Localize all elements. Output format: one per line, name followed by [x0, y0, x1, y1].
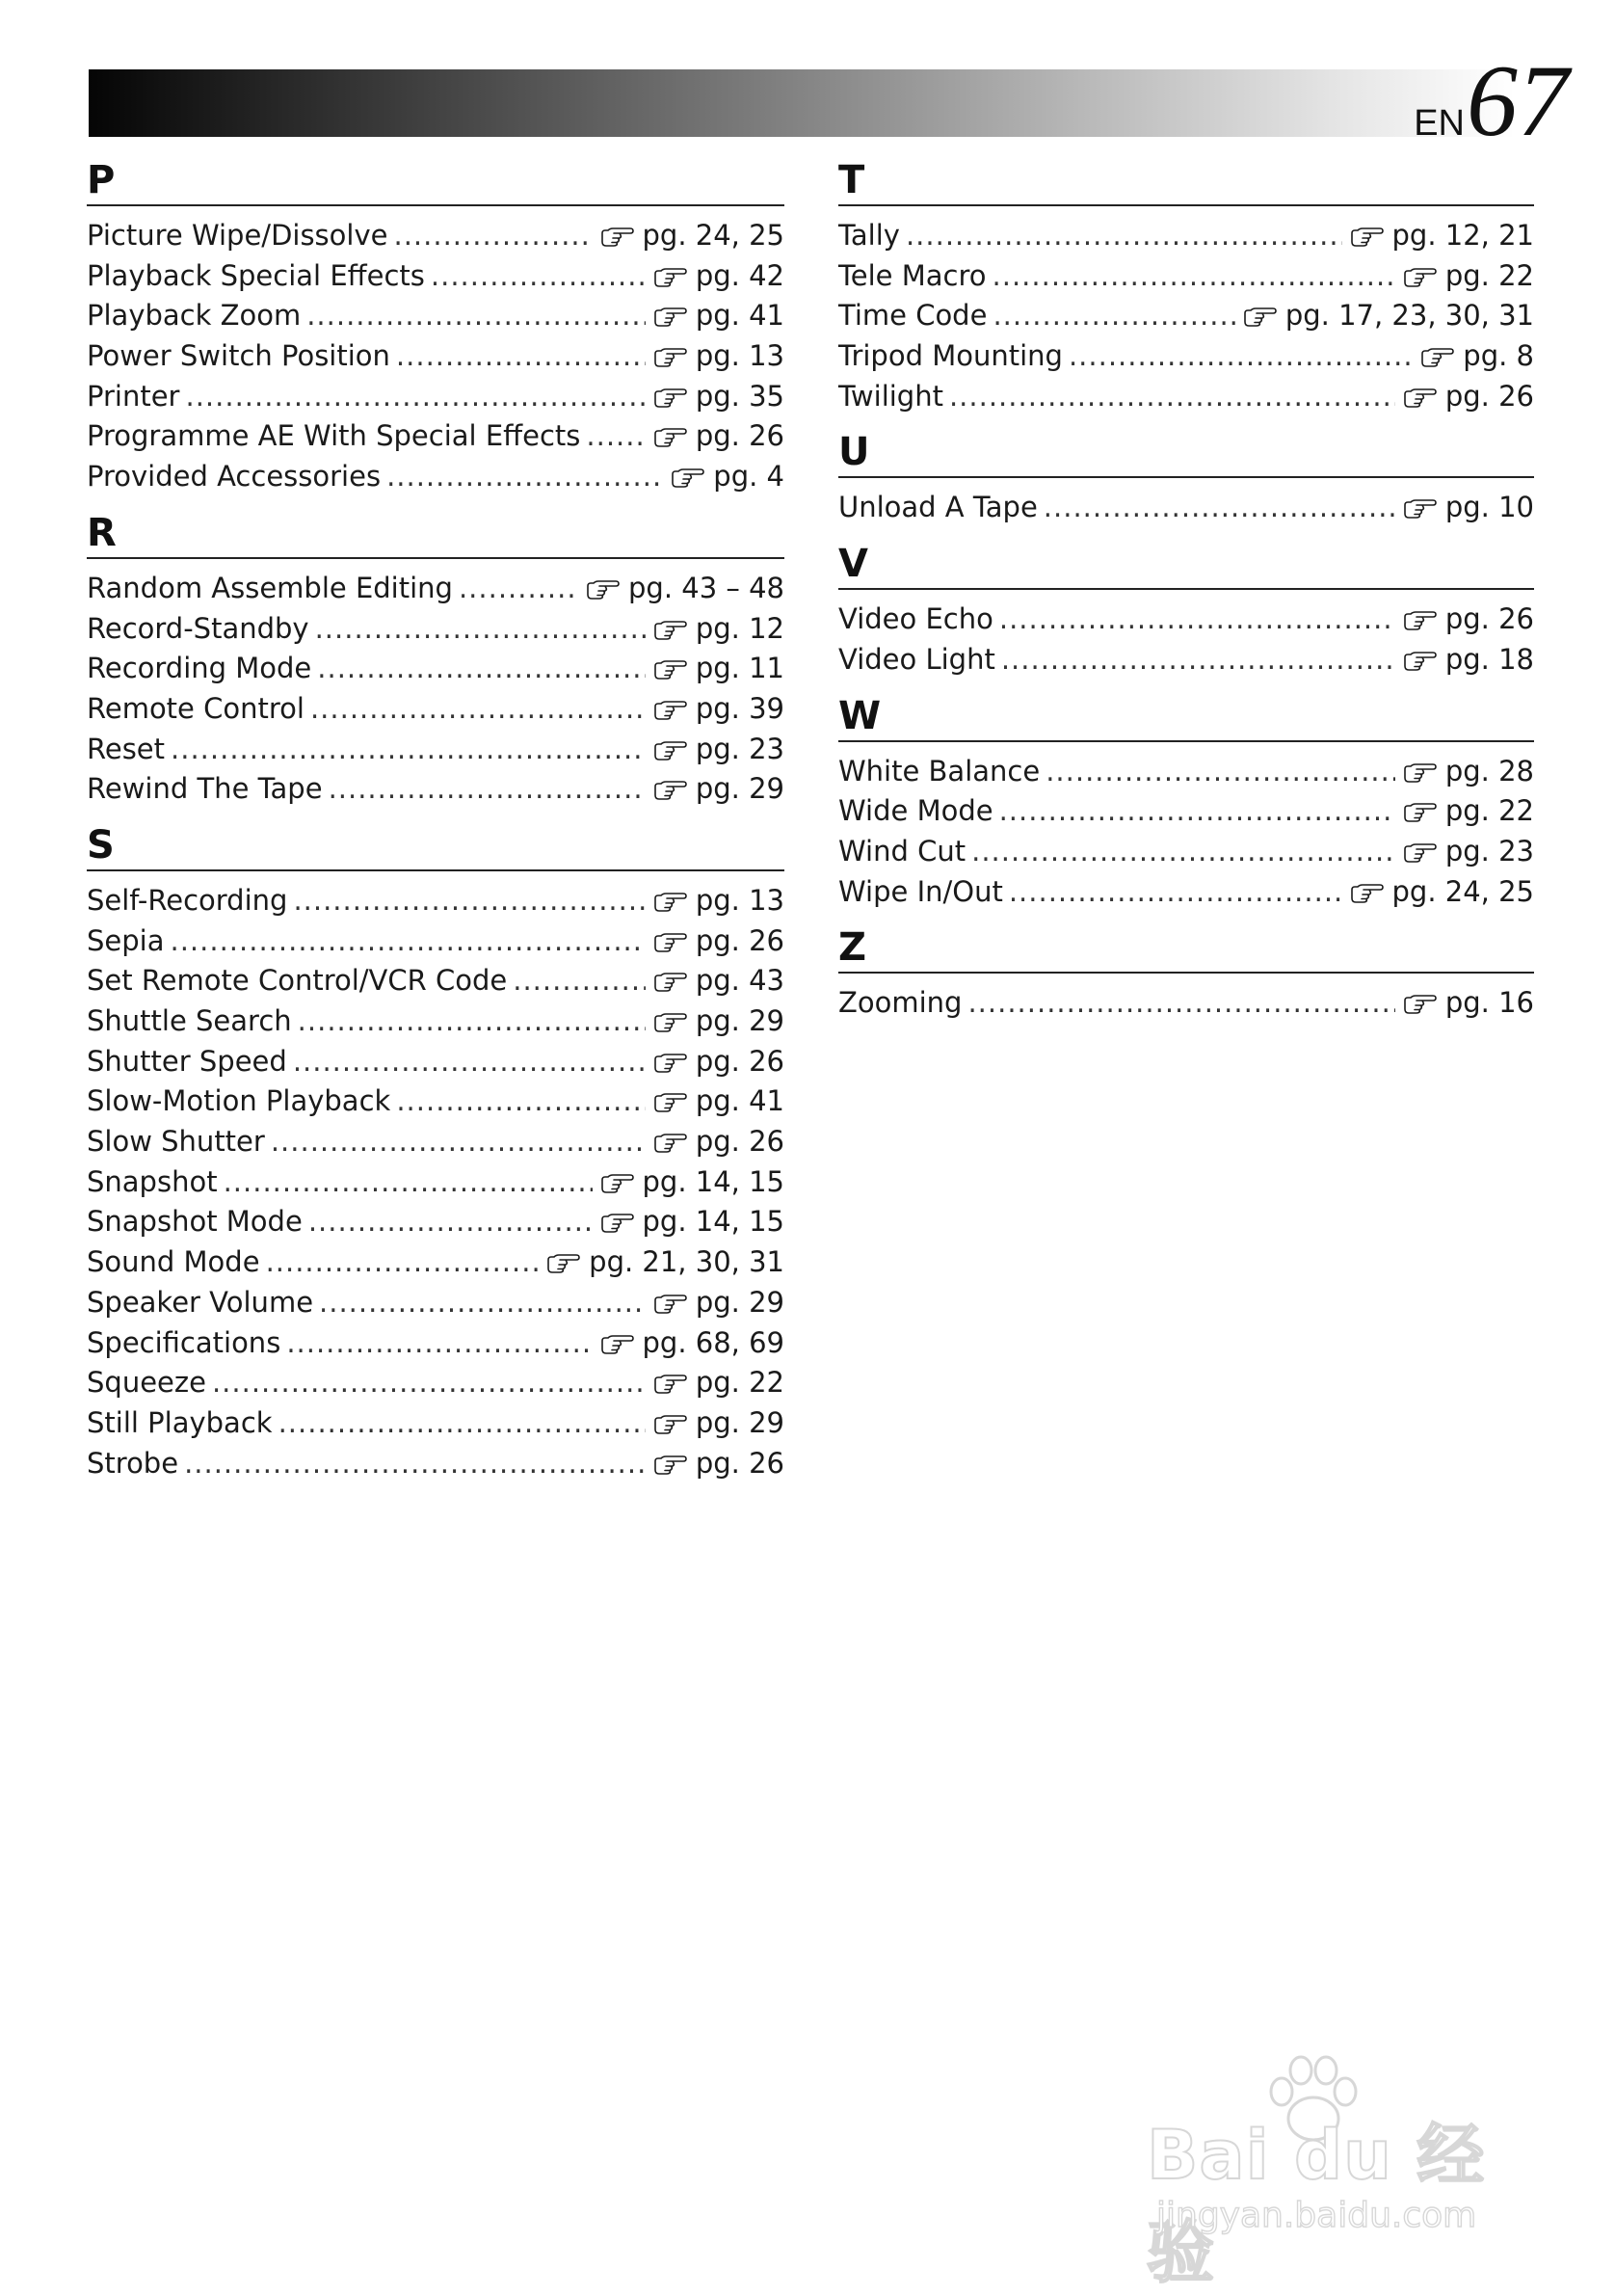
pointing-hand-icon — [1403, 650, 1438, 671]
entry-page-text: pg. 42 — [695, 258, 784, 292]
pointing-hand-icon — [1403, 497, 1438, 519]
pointing-hand-icon — [653, 1052, 688, 1073]
page-language: EN — [1414, 103, 1465, 144]
entry-term: Wide Mode — [838, 794, 993, 828]
index-entry — [87, 216, 784, 256]
entry-page-ref — [1403, 256, 1534, 297]
index-entry — [838, 216, 1534, 256]
watermark-brand: Bai du 经验 — [1147, 2116, 1486, 2292]
index-entry — [87, 256, 784, 297]
index-entry — [87, 1403, 784, 1444]
entry-page-text: pg. 26 — [1444, 379, 1534, 413]
entry-page-text: pg. 24, 25 — [1391, 874, 1534, 908]
index-entry — [87, 689, 784, 730]
dot-leader — [308, 1202, 593, 1242]
entry-term: Wind Cut — [838, 834, 966, 868]
entry-page-text: pg. 21, 30, 31 — [589, 1245, 784, 1279]
entry-term: Strobe — [87, 1446, 179, 1480]
pointing-hand-icon — [586, 578, 621, 600]
index-entry-list — [87, 569, 784, 810]
pointing-hand-icon — [653, 739, 688, 761]
entry-term: Playback Zoom — [87, 299, 302, 333]
dot-leader — [1001, 640, 1395, 681]
index-entry — [838, 600, 1534, 640]
dot-leader — [310, 689, 646, 730]
pointing-hand-icon — [1350, 226, 1385, 247]
entry-term: Provided Accessories — [87, 460, 382, 494]
dot-leader — [293, 881, 645, 921]
entry-term: Snapshot — [87, 1164, 218, 1198]
entry-page-ref — [653, 649, 784, 689]
entry-page-ref — [653, 256, 784, 297]
pointing-hand-icon — [653, 619, 688, 640]
index-section-w — [838, 688, 1534, 913]
index-entry — [87, 1202, 784, 1242]
entry-term: Snapshot Mode — [87, 1205, 303, 1239]
index-entry — [838, 872, 1534, 913]
index-entry — [87, 609, 784, 650]
index-entry — [87, 1162, 784, 1203]
dot-leader — [396, 336, 646, 377]
entry-page-ref — [653, 1122, 784, 1162]
entry-term: Unload A Tape — [838, 491, 1038, 524]
entry-term: Shuttle Search — [87, 1004, 292, 1037]
entry-page-ref — [1403, 752, 1534, 792]
entry-page-ref — [653, 609, 784, 650]
entry-page-text: pg. 4 — [713, 460, 784, 494]
index-entry — [87, 377, 784, 417]
pointing-hand-icon — [653, 387, 688, 408]
entry-term: Tally — [838, 219, 900, 252]
entry-page-ref — [1243, 296, 1534, 336]
pointing-hand-icon — [1403, 387, 1438, 408]
entry-page-text: pg. 29 — [695, 772, 784, 806]
index-entry — [838, 488, 1534, 528]
dot-leader — [317, 649, 646, 689]
dot-leader — [993, 296, 1234, 336]
entry-term: White Balance — [838, 754, 1041, 788]
entry-page-ref — [600, 216, 785, 256]
entry-term: Sound Mode — [87, 1245, 260, 1279]
index-entry-list — [838, 983, 1534, 1024]
pointing-hand-icon — [653, 891, 688, 912]
entry-page-text: pg. 13 — [695, 339, 784, 373]
index-entry — [838, 640, 1534, 681]
entry-term: Still Playback — [87, 1405, 273, 1439]
index-section-p — [87, 152, 784, 497]
index-column-right — [838, 152, 1534, 1031]
entry-term: Remote Control — [87, 691, 304, 725]
entry-page-text: pg. 12 — [695, 611, 784, 645]
entry-page-ref — [1403, 832, 1534, 872]
pointing-hand-icon — [653, 699, 688, 720]
pointing-hand-icon — [653, 1413, 688, 1434]
dot-leader — [329, 769, 646, 810]
index-section-v — [838, 536, 1534, 680]
index-entry — [87, 296, 784, 336]
dot-leader — [999, 791, 1395, 832]
index-entry — [838, 336, 1534, 377]
entry-page-text: pg. 22 — [1444, 794, 1534, 828]
pointing-hand-icon — [653, 779, 688, 800]
entry-page-ref — [653, 1081, 784, 1122]
dot-leader — [293, 1042, 646, 1082]
dot-leader — [212, 1363, 646, 1403]
entry-page-text: pg. 24, 25 — [642, 219, 784, 252]
index-entry — [87, 921, 784, 962]
entry-page-ref — [600, 1202, 785, 1242]
entry-page-text: pg. 28 — [1444, 754, 1534, 788]
entry-term: Playback Special Effects — [87, 258, 425, 292]
entry-term: Zooming — [838, 986, 963, 1020]
entry-page-text: pg. 26 — [695, 1446, 784, 1480]
dot-leader — [171, 730, 646, 770]
index-entry-list — [838, 752, 1534, 913]
index-entry-list — [838, 216, 1534, 416]
entry-term: Video Light — [838, 642, 995, 676]
dot-leader — [967, 983, 1394, 1024]
entry-page-text: pg. 26 — [1444, 602, 1534, 636]
dot-leader — [386, 457, 663, 497]
dot-leader — [971, 832, 1395, 872]
index-entry — [87, 961, 784, 1001]
entry-term: Tele Macro — [838, 258, 987, 292]
entry-term: Shutter Speed — [87, 1044, 287, 1078]
entry-page-ref — [1403, 488, 1534, 528]
dot-leader — [1044, 488, 1395, 528]
pointing-hand-icon — [600, 226, 635, 247]
index-entry — [838, 791, 1534, 832]
dot-leader — [431, 256, 646, 297]
entry-page-text: pg. 26 — [695, 1044, 784, 1078]
watermark-url: jingyan.baidu.com — [1156, 2196, 1477, 2235]
entry-page-ref — [653, 689, 784, 730]
entry-page-ref — [1403, 377, 1534, 417]
entry-page-text: pg. 13 — [695, 883, 784, 917]
pointing-hand-icon — [653, 931, 688, 952]
index-entry — [87, 416, 784, 457]
pointing-hand-icon — [653, 306, 688, 327]
pointing-hand-icon — [671, 467, 705, 488]
entry-term: Wipe In/Out — [838, 874, 1003, 908]
entry-page-text: pg. 17, 23, 30, 31 — [1284, 299, 1534, 333]
entry-term: Printer — [87, 379, 180, 413]
section-letter: U — [838, 424, 1534, 478]
entry-page-text: pg. 22 — [1444, 258, 1534, 292]
section-letter: R — [87, 505, 784, 559]
entry-page-text: pg. 23 — [695, 732, 784, 765]
entry-term: Sepia — [87, 923, 165, 957]
section-letter: P — [87, 152, 784, 206]
entry-page-text: pg. 16 — [1444, 986, 1534, 1020]
entry-page-text: pg. 22 — [695, 1366, 784, 1400]
entry-page-ref — [653, 416, 784, 457]
dot-leader — [513, 961, 646, 1001]
dot-leader — [298, 1001, 646, 1042]
entry-page-text: pg. 23 — [1444, 834, 1534, 868]
entry-page-text: pg. 29 — [695, 1004, 784, 1037]
pointing-hand-icon — [1403, 801, 1438, 822]
pointing-hand-icon — [653, 1373, 688, 1394]
entry-term: Slow-Motion Playback — [87, 1084, 391, 1118]
entry-page-text: pg. 29 — [695, 1285, 784, 1319]
entry-term: Tripod Mounting — [838, 339, 1063, 373]
index-entry — [87, 1444, 784, 1484]
index-entry — [87, 881, 784, 921]
pointing-hand-icon — [653, 266, 688, 287]
pointing-hand-icon — [1243, 306, 1278, 327]
index-section-z — [838, 920, 1534, 1024]
dot-leader — [171, 921, 646, 962]
baidu-watermark — [1147, 2053, 1551, 2292]
entry-page-ref — [653, 1283, 784, 1323]
pointing-hand-icon — [600, 1172, 635, 1193]
index-entry — [87, 1283, 784, 1323]
entry-term: Picture Wipe/Dissolve — [87, 219, 388, 252]
entry-page-text: pg. 41 — [695, 299, 784, 333]
index-entry — [87, 457, 784, 497]
section-letter: T — [838, 152, 1534, 206]
dot-leader — [319, 1283, 646, 1323]
entry-term: Recording Mode — [87, 652, 312, 685]
entry-page-text: pg. 68, 69 — [642, 1325, 784, 1359]
index-entry — [838, 377, 1534, 417]
index-entry — [87, 336, 784, 377]
pointing-hand-icon — [653, 346, 688, 367]
entry-page-text: pg. 18 — [1444, 642, 1534, 676]
section-letter: S — [87, 817, 784, 871]
index-section-r — [87, 505, 784, 810]
entry-page-text: pg. 8 — [1463, 339, 1534, 373]
entry-page-ref — [671, 457, 784, 497]
pointing-hand-icon — [653, 1091, 688, 1112]
pointing-hand-icon — [653, 426, 688, 447]
index-section-s — [87, 817, 784, 1483]
entry-term: Programme AE With Special Effects — [87, 419, 581, 453]
index-entry-list — [838, 600, 1534, 680]
header-gradient-bar — [89, 69, 1515, 137]
pointing-hand-icon — [1420, 346, 1455, 367]
entry-term: Record-Standby — [87, 611, 309, 645]
entry-page-ref — [653, 1444, 784, 1484]
dot-leader — [315, 609, 646, 650]
entry-page-ref — [1350, 872, 1535, 913]
entry-term: Time Code — [838, 299, 988, 333]
index-section-t — [838, 152, 1534, 416]
entry-term: Self-Recording — [87, 883, 288, 917]
index-entry — [838, 983, 1534, 1024]
dot-leader — [184, 1444, 646, 1484]
index-column-left — [87, 152, 784, 1491]
entry-term: Squeeze — [87, 1366, 206, 1400]
pointing-hand-icon — [546, 1252, 581, 1273]
entry-page-ref — [653, 1001, 784, 1042]
index-entry — [87, 1042, 784, 1082]
index-entry — [838, 296, 1534, 336]
dot-leader — [949, 377, 1395, 417]
index-entry — [87, 769, 784, 810]
entry-page-text: pg. 26 — [695, 923, 784, 957]
pointing-hand-icon — [653, 1293, 688, 1314]
entry-page-text: pg. 43 — [695, 964, 784, 998]
entry-term: Power Switch Position — [87, 339, 390, 373]
dot-leader — [1046, 752, 1395, 792]
entry-page-ref — [586, 569, 784, 609]
dot-leader — [1069, 336, 1413, 377]
entry-page-text: pg. 12, 21 — [1391, 219, 1534, 252]
entry-page-ref — [653, 377, 784, 417]
entry-page-text: pg. 29 — [695, 1405, 784, 1439]
entry-term: Slow Shutter — [87, 1125, 265, 1159]
dot-leader — [459, 569, 578, 609]
entry-page-ref — [1403, 600, 1534, 640]
dot-leader — [393, 216, 592, 256]
index-entry — [87, 569, 784, 609]
entry-page-ref — [653, 921, 784, 962]
section-letter: W — [838, 688, 1534, 742]
dot-leader — [306, 296, 646, 336]
entry-page-ref — [653, 336, 784, 377]
index-entry — [87, 1001, 784, 1042]
entry-page-text: pg. 14, 15 — [642, 1164, 784, 1198]
page-number-value: 67 — [1467, 44, 1569, 157]
entry-term: Reset — [87, 732, 166, 765]
entry-page-ref — [546, 1242, 784, 1283]
entry-page-text: pg. 26 — [695, 419, 784, 453]
pointing-hand-icon — [600, 1333, 635, 1354]
dot-leader — [906, 216, 1342, 256]
index-entry — [838, 256, 1534, 297]
entry-page-ref — [653, 1403, 784, 1444]
pointing-hand-icon — [653, 1011, 688, 1032]
entry-page-ref — [653, 769, 784, 810]
dot-leader — [999, 600, 1395, 640]
pointing-hand-icon — [653, 658, 688, 680]
index-entry-list — [87, 216, 784, 497]
entry-page-text: pg. 39 — [695, 691, 784, 725]
pointing-hand-icon — [653, 971, 688, 992]
index-entry — [87, 1323, 784, 1364]
index-entry-list — [87, 881, 784, 1483]
pointing-hand-icon — [653, 1454, 688, 1475]
entry-page-ref — [600, 1323, 785, 1364]
entry-page-text: pg. 26 — [695, 1125, 784, 1159]
pointing-hand-icon — [653, 1132, 688, 1153]
entry-page-ref — [600, 1162, 785, 1203]
dot-leader — [993, 256, 1395, 297]
entry-term: Specifications — [87, 1325, 281, 1359]
entry-page-ref — [653, 296, 784, 336]
pointing-hand-icon — [1350, 882, 1385, 903]
dot-leader — [1009, 872, 1342, 913]
index-entry — [87, 1081, 784, 1122]
pointing-hand-icon — [600, 1212, 635, 1233]
index-entry — [838, 832, 1534, 872]
dot-leader — [586, 416, 645, 457]
entry-page-ref — [1403, 791, 1534, 832]
dot-leader — [396, 1081, 646, 1122]
entry-page-text: pg. 10 — [1444, 491, 1534, 524]
entry-page-text: pg. 14, 15 — [642, 1205, 784, 1239]
dot-leader — [271, 1122, 646, 1162]
index-entry-list — [838, 488, 1534, 528]
entry-page-ref — [1420, 336, 1534, 377]
dot-leader — [185, 377, 645, 417]
index-entry — [87, 1363, 784, 1403]
entry-page-ref — [653, 1042, 784, 1082]
pointing-hand-icon — [1403, 841, 1438, 863]
index-entry — [87, 1122, 784, 1162]
entry-term: Random Assemble Editing — [87, 571, 453, 604]
section-letter: V — [838, 536, 1534, 590]
entry-term: Speaker Volume — [87, 1285, 314, 1319]
section-letter: Z — [838, 920, 1534, 974]
pointing-hand-icon — [1403, 993, 1438, 1014]
dot-leader — [278, 1403, 646, 1444]
index-entry — [838, 752, 1534, 792]
pointing-hand-icon — [1403, 266, 1438, 287]
pointing-hand-icon — [1403, 761, 1438, 783]
entry-page-text: pg. 35 — [695, 379, 784, 413]
index-section-u — [838, 424, 1534, 528]
dot-leader — [266, 1242, 540, 1283]
entry-term: Video Echo — [838, 602, 993, 636]
entry-term: Twilight — [838, 379, 943, 413]
entry-page-text: pg. 11 — [695, 652, 784, 685]
pointing-hand-icon — [1403, 609, 1438, 630]
entry-page-ref — [653, 1363, 784, 1403]
index-entry — [87, 1242, 784, 1283]
entry-page-ref — [1350, 216, 1535, 256]
entry-page-ref — [653, 881, 784, 921]
index-entry — [87, 730, 784, 770]
entry-term: Set Remote Control/VCR Code — [87, 964, 508, 998]
entry-page-text: pg. 43 – 48 — [628, 571, 784, 604]
page-number — [1414, 44, 1569, 157]
dot-leader — [224, 1162, 593, 1203]
index-entry — [87, 649, 784, 689]
entry-page-text: pg. 41 — [695, 1084, 784, 1118]
dot-leader — [286, 1323, 592, 1364]
entry-page-ref — [1403, 640, 1534, 681]
entry-term: Rewind The Tape — [87, 772, 323, 806]
entry-page-ref — [653, 730, 784, 770]
entry-page-ref — [1403, 983, 1534, 1024]
entry-page-ref — [653, 961, 784, 1001]
